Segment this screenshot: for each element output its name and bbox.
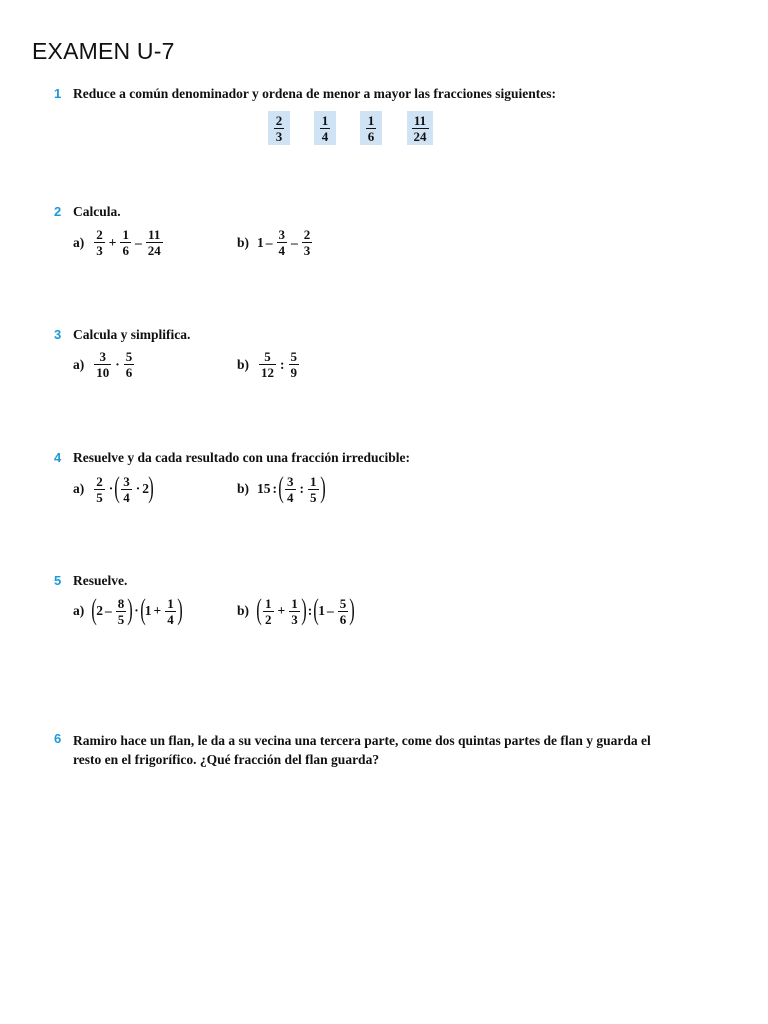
numerator: 8: [117, 595, 125, 611]
whole-number: 2: [142, 481, 150, 496]
question-number: 4: [54, 450, 62, 465]
close-paren: ): [176, 593, 183, 626]
numerator: 1: [122, 227, 129, 242]
item-label: a): [73, 356, 85, 372]
item-label: a): [73, 603, 85, 618]
denominator: 24: [413, 128, 427, 144]
item-label: b): [237, 234, 250, 250]
operator: :: [280, 356, 285, 372]
exercise-4b: [237, 471, 326, 505]
open-paren: (: [256, 593, 262, 626]
operator: :: [307, 603, 313, 618]
denominator: 6: [122, 243, 129, 258]
question-text: Resuelve y da cada resultado con una fracción irreducible:: [73, 450, 410, 465]
numerator: 5: [290, 349, 298, 364]
numerator: 5: [339, 595, 347, 611]
operator: –: [134, 234, 142, 250]
question-text: Reduce a común denominador y ordena de menor a mayor las fracciones siguientes:: [73, 86, 556, 101]
question-text: Ramiro hace un flan, le da a su vecina una tercera parte, come dos quintas partes de flan y guarda el resto en el frigorífico. ¿Qué fracción del flan guarda?: [73, 733, 651, 767]
numerator: 11: [413, 112, 427, 128]
operator: :: [272, 481, 278, 496]
denominator: 6: [367, 128, 375, 144]
numerator: 2: [96, 227, 103, 242]
numerator: 3: [278, 227, 286, 242]
operator: –: [265, 234, 273, 250]
fraction-box: [268, 111, 290, 145]
numerator: 1: [321, 112, 329, 128]
numerator: 3: [123, 473, 130, 489]
numerator: 2: [96, 473, 103, 489]
numerator: 1: [265, 595, 272, 611]
exam-title: EXAMEN U-7: [32, 38, 175, 64]
operator: +: [277, 603, 286, 618]
numerator: 2: [303, 227, 311, 242]
numerator: 1: [291, 595, 298, 611]
numerator: 1: [310, 473, 317, 489]
operator: ·: [135, 481, 141, 496]
denominator: 3: [291, 611, 298, 627]
exercise-5b: [237, 593, 355, 627]
operator: –: [291, 234, 298, 250]
numerator: 5: [125, 349, 133, 364]
question-number: 5: [54, 573, 62, 588]
denominator: 5: [117, 611, 125, 627]
item-label: a): [73, 481, 85, 496]
operator: ·: [134, 603, 139, 618]
denominator: 4: [167, 611, 174, 627]
operator: –: [105, 603, 112, 618]
operator: ·: [108, 481, 114, 496]
question-number: 6: [54, 731, 62, 746]
open-paren: (: [114, 471, 121, 504]
denominator: 9: [290, 365, 298, 380]
operator: ·: [115, 356, 120, 372]
fraction-box: [360, 111, 382, 145]
question-text: Calcula y simplifica.: [73, 327, 191, 342]
exercise-3b: [237, 350, 301, 379]
denominator: 6: [125, 365, 133, 380]
open-paren: (: [140, 593, 146, 626]
item-label: b): [237, 481, 250, 496]
item-label: b): [237, 603, 250, 618]
open-paren: (: [313, 593, 319, 626]
numerator: 1: [167, 595, 174, 611]
question-text: Resuelve.: [73, 573, 128, 588]
exercise-5a: [73, 593, 183, 627]
whole-number: 15: [257, 481, 271, 496]
operator: –: [326, 603, 334, 618]
whole-number: 2: [96, 603, 103, 618]
denominator: 4: [287, 489, 294, 505]
operator: +: [108, 234, 117, 250]
denominator: 6: [339, 611, 347, 627]
numerator: 5: [264, 349, 271, 364]
numerator: 2: [275, 112, 283, 128]
question-number: 3: [54, 327, 62, 342]
denominator: 4: [321, 128, 329, 144]
question-text: Calcula.: [73, 204, 121, 219]
item-label: b): [237, 356, 250, 372]
denominator: 4: [123, 489, 130, 505]
denominator: 5: [96, 489, 103, 505]
close-paren: ): [300, 593, 307, 626]
numerator: 3: [287, 473, 294, 489]
denominator: 2: [265, 611, 272, 627]
denominator: 10: [96, 365, 110, 380]
question-number: 2: [54, 204, 62, 219]
denominator: 24: [147, 243, 161, 258]
denominator: 3: [303, 243, 311, 258]
close-paren: ): [319, 471, 326, 504]
numerator: 1: [367, 112, 375, 128]
exercise-3a: [73, 350, 136, 379]
exercise-2b: [237, 228, 314, 257]
operator: :: [299, 481, 305, 496]
open-paren: (: [91, 593, 97, 626]
open-paren: (: [278, 471, 284, 504]
exercise-2a: [73, 228, 165, 257]
whole-number: 1: [257, 234, 264, 250]
close-paren: ): [349, 593, 355, 626]
close-paren: ): [127, 593, 133, 626]
whole-number: 1: [318, 603, 325, 618]
denominator: 3: [96, 243, 103, 258]
fraction-box: [407, 111, 433, 145]
exercise-4a: [73, 471, 154, 505]
denominator: 5: [310, 489, 317, 505]
item-label: a): [73, 234, 85, 250]
fraction-box: [314, 111, 336, 145]
operator: +: [153, 603, 162, 618]
question-number: 1: [54, 86, 62, 101]
denominator: 3: [275, 128, 283, 144]
denominator: 4: [278, 243, 286, 258]
denominator: 12: [261, 365, 275, 380]
numerator: 11: [148, 227, 161, 242]
numerator: 3: [99, 349, 106, 364]
close-paren: ): [148, 471, 154, 504]
whole-number: 1: [144, 603, 152, 618]
